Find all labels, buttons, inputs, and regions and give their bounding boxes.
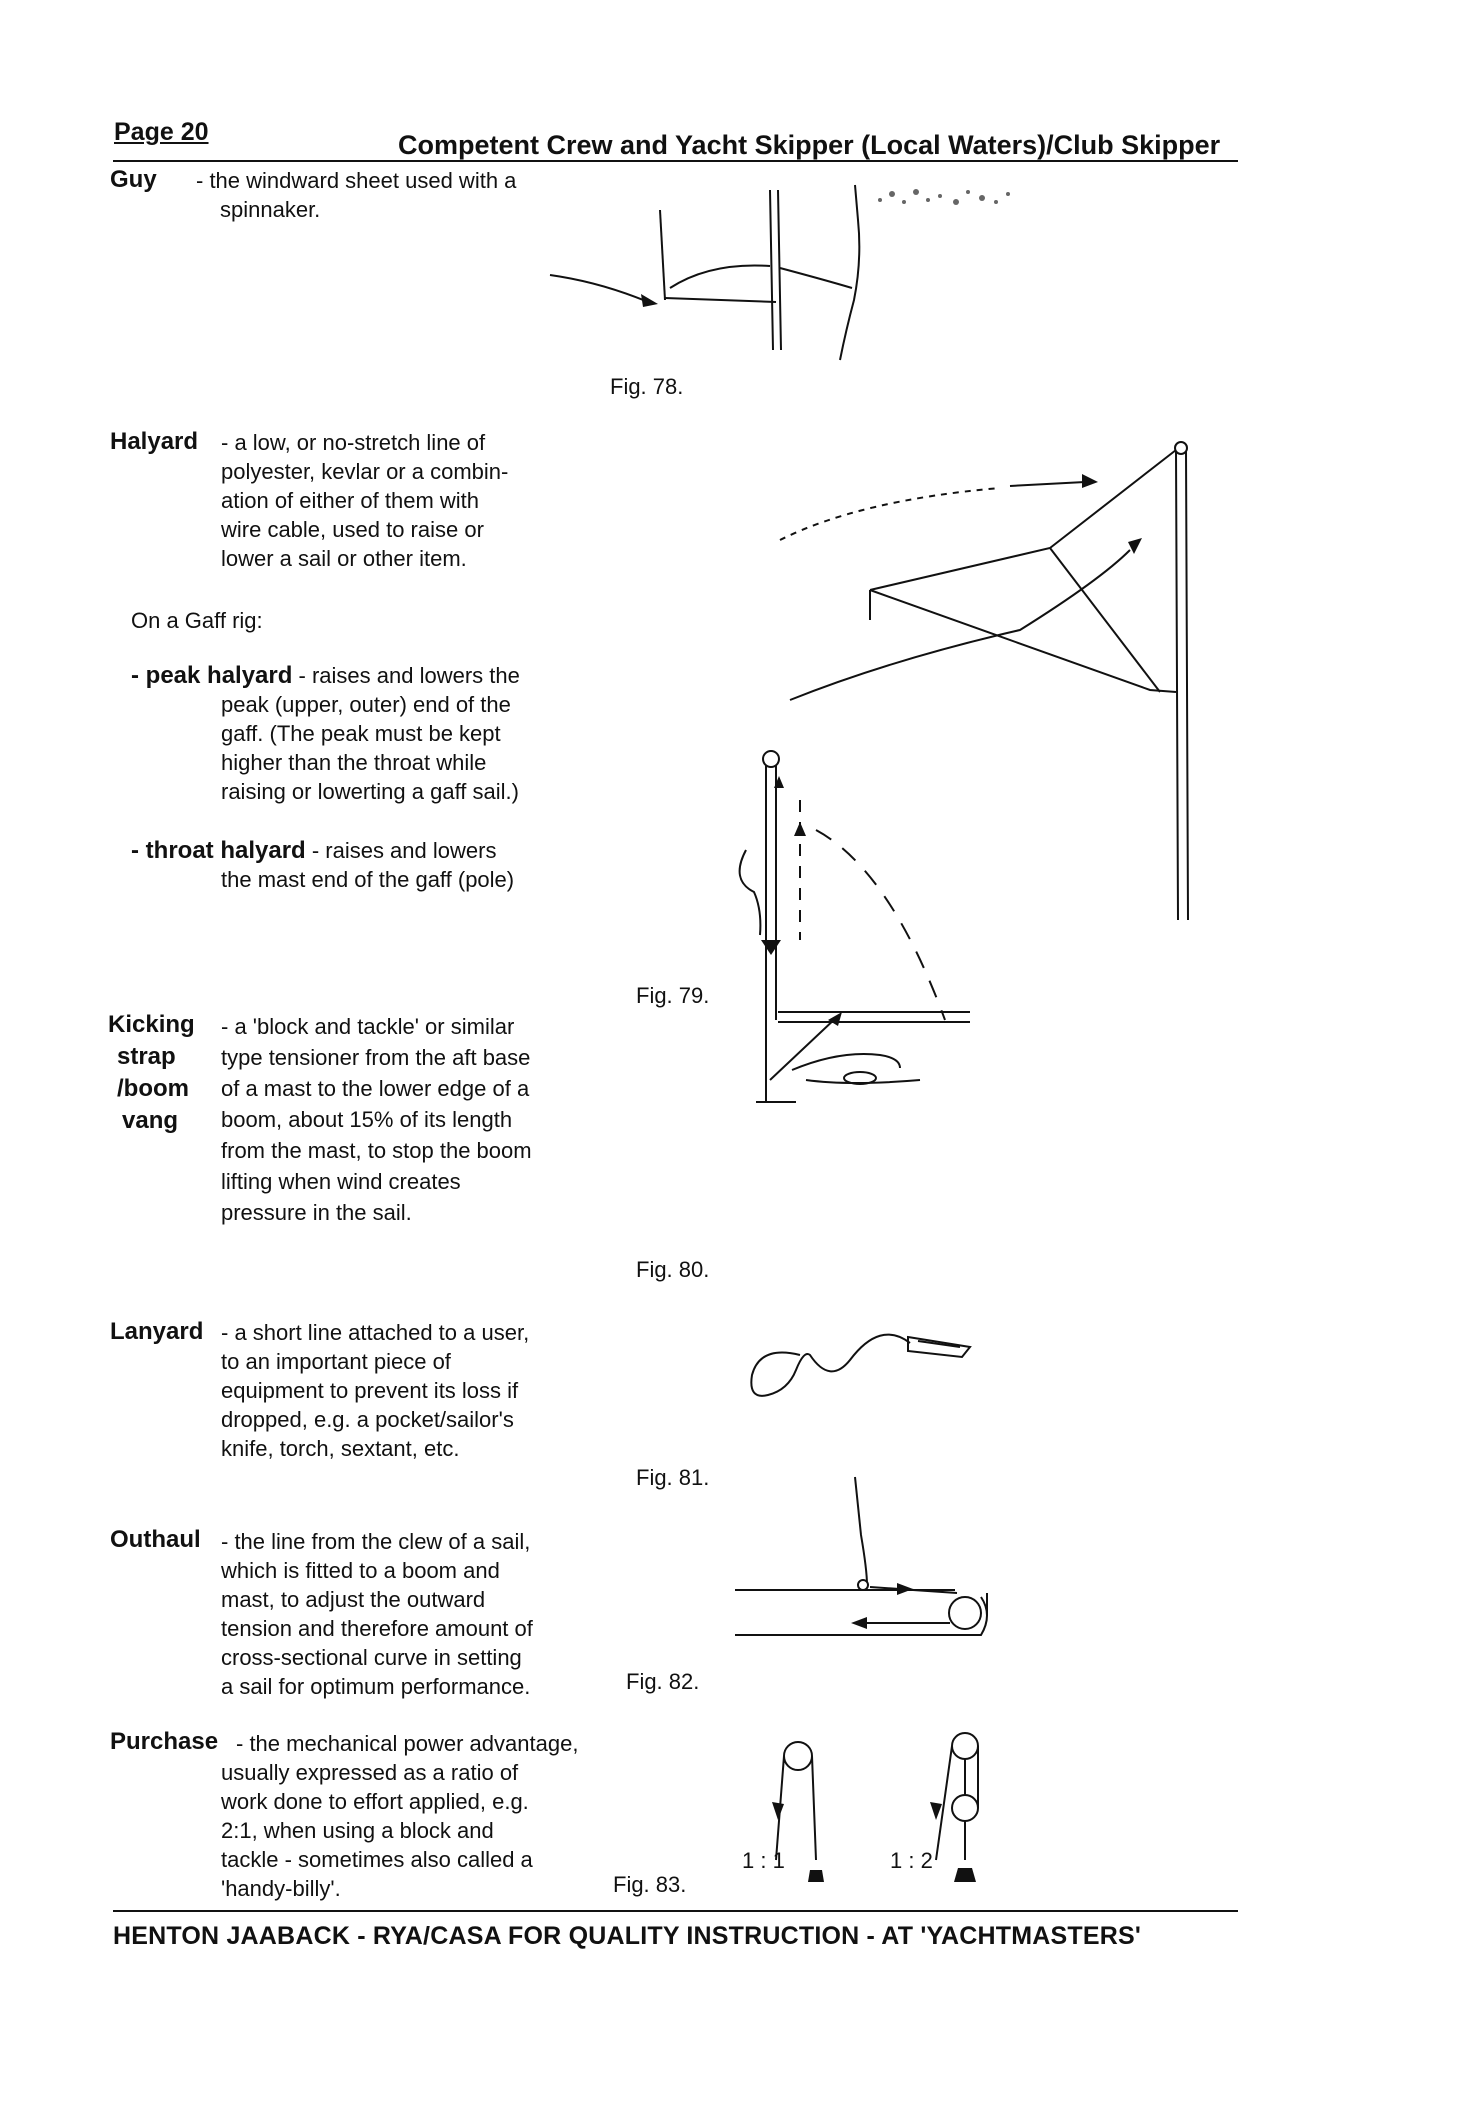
- def-outhaul-4: tension and therefore amount of: [221, 1616, 533, 1641]
- def-purchase-1: - the mechanical power advantage,: [236, 1731, 579, 1756]
- def-purchase-3: work done to effort applied, e.g.: [221, 1789, 529, 1814]
- caption-fig-83: Fig. 83.: [613, 1872, 687, 1897]
- fig-78-spinnaker-guy-drawing: [540, 170, 880, 365]
- page-header-title: Competent Crew and Yacht Skipper (Local Waters)/Club Skipper: [398, 130, 1221, 160]
- term-lanyard: Lanyard: [110, 1318, 204, 1345]
- term-peak-halyard: - peak halyard: [131, 662, 293, 689]
- def-outhaul-5: cross-sectional curve in setting: [221, 1645, 522, 1670]
- term-kicking: Kicking: [108, 1011, 195, 1038]
- def-kicking-7: pressure in the sail.: [221, 1200, 412, 1225]
- caption-fig-81: Fig. 81.: [636, 1465, 710, 1490]
- def-lanyard-1: - a short line attached to a user,: [221, 1320, 530, 1345]
- term-purchase: Purchase: [110, 1728, 219, 1755]
- def-throat-2: the mast end of the gaff (pole): [221, 867, 515, 892]
- def-kicking-5: from the mast, to stop the boom: [221, 1138, 532, 1163]
- term-halyard: Halyard: [110, 428, 199, 455]
- term-vang: vang: [122, 1107, 179, 1134]
- caption-fig-78: Fig. 78.: [610, 374, 684, 399]
- def-peak-2: peak (upper, outer) end of the: [221, 692, 511, 717]
- def-guy-2: spinnaker.: [220, 197, 321, 222]
- ratio-label-1-1: 1 : 1: [742, 1848, 785, 1873]
- def-kicking-2: type tensioner from the aft base: [221, 1045, 531, 1070]
- def-outhaul-3: mast, to adjust the outward: [221, 1587, 486, 1612]
- def-purchase-6: 'handy-billy'.: [221, 1876, 341, 1901]
- term-throat-halyard: - throat halyard: [131, 837, 306, 864]
- def-halyard-3: ation of either of them with: [221, 488, 480, 513]
- term-boom: /boom: [117, 1075, 189, 1102]
- fig-81-lanyard-drawing: [740, 1315, 980, 1420]
- def-halyard-5: lower a sail or other item.: [221, 546, 467, 571]
- def-kicking-1: - a 'block and tackle' or similar: [221, 1014, 515, 1039]
- footer-rule: [113, 1910, 1238, 1912]
- gaff-rig-intro: On a Gaff rig:: [131, 608, 263, 633]
- def-outhaul-6: a sail for optimum performance.: [221, 1674, 531, 1699]
- def-outhaul-2: which is fitted to a boom and: [221, 1558, 500, 1583]
- caption-fig-80: Fig. 80.: [636, 1257, 710, 1282]
- term-outhaul: Outhaul: [110, 1526, 201, 1553]
- page-footer: HENTON JAABACK - RYA/CASA FOR QUALITY INSTRUCTION - AT 'YACHTMASTERS': [113, 1922, 1142, 1950]
- def-kicking-6: lifting when wind creates: [221, 1169, 461, 1194]
- gaff-rig-throat-halyard-drawing: [720, 740, 1010, 1120]
- term-guy: Guy: [110, 166, 157, 193]
- def-lanyard-5: knife, torch, sextant, etc.: [221, 1436, 460, 1461]
- def-purchase-4: 2:1, when using a block and: [221, 1818, 494, 1843]
- caption-fig-79: Fig. 79.: [636, 983, 710, 1008]
- def-purchase-2: usually expressed as a ratio of: [221, 1760, 519, 1785]
- def-kicking-4: boom, about 15% of its length: [221, 1107, 513, 1132]
- def-halyard-1: - a low, or no-stretch line of: [221, 430, 486, 455]
- def-lanyard-4: dropped, e.g. a pocket/sailor's: [221, 1407, 514, 1432]
- def-halyard-4: wire cable, used to raise or: [221, 517, 484, 542]
- fig-78-speckle-mark: [870, 180, 1020, 220]
- def-lanyard-2: to an important piece of: [221, 1349, 451, 1374]
- def-peak-4: higher than the throat while: [221, 750, 487, 775]
- def-throat-1: - raises and lowers: [305, 838, 497, 863]
- def-lanyard-3: equipment to prevent its loss if: [221, 1378, 519, 1403]
- def-guy-1: - the windward sheet used with a: [196, 168, 517, 193]
- def-peak-1: - raises and lowers the: [292, 663, 520, 688]
- header-rule: [113, 160, 1238, 162]
- def-kicking-3: of a mast to the lower edge of a: [221, 1076, 530, 1101]
- page-number: Page 20: [114, 118, 209, 146]
- term-strap: strap: [117, 1043, 176, 1070]
- fig-82-outhaul-drawing: [735, 1475, 1015, 1655]
- def-peak-3: gaff. (The peak must be kept: [221, 721, 501, 746]
- def-halyard-2: polyester, kevlar or a combin-: [221, 459, 509, 484]
- def-purchase-5: tackle - sometimes also called a: [221, 1847, 533, 1872]
- caption-fig-82: Fig. 82.: [626, 1669, 700, 1694]
- def-outhaul-1: - the line from the clew of a sail,: [221, 1529, 531, 1554]
- def-peak-5: raising or lowerting a gaff sail.): [221, 779, 519, 804]
- ratio-label-1-2: 1 : 2: [890, 1848, 933, 1873]
